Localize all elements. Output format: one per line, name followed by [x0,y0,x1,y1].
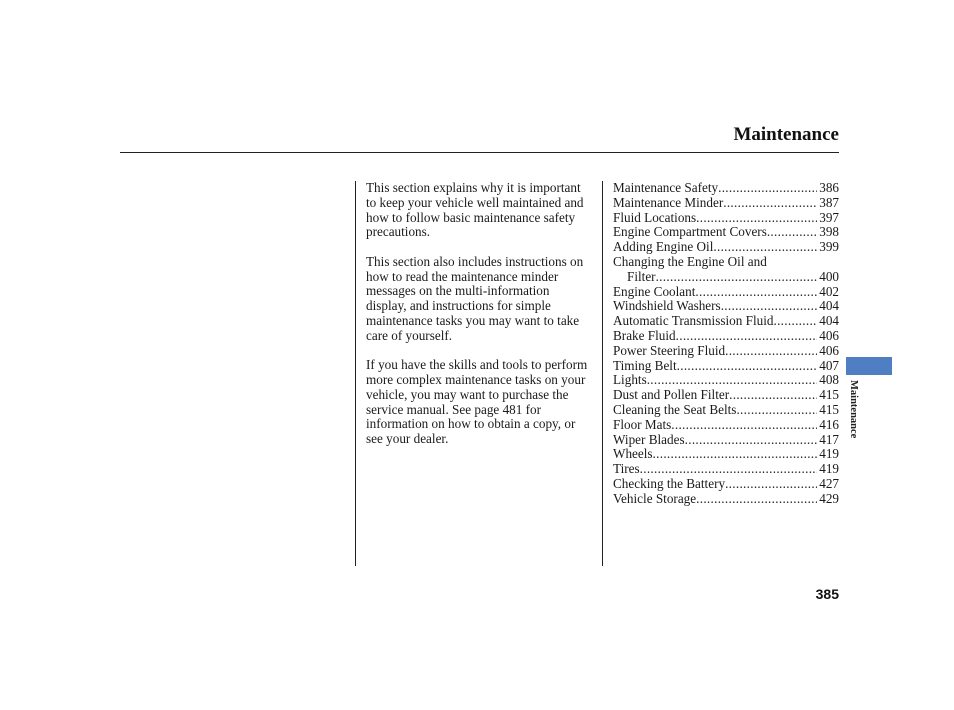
toc-entry-page: 402 [819,283,839,299]
toc-leader-dots [677,359,818,374]
toc-entry-label: Maintenance Minder [613,194,724,210]
toc-leader-dots [640,462,818,477]
intro-paragraph: This section explains why it is important to keep your vehicle well maintained and how to follow basic maintenance safety precautions. [366,180,584,240]
toc-entry-page: 417 [819,431,839,447]
toc-entry-page: 429 [819,490,839,506]
column-divider-right [602,181,603,566]
toc-entry-label: Timing Belt [613,357,677,373]
toc-entry-page: 386 [819,180,839,195]
toc-entry-page: 419 [819,461,839,477]
toc-leader-dots [647,373,818,388]
section-tab-label: Maintenance [848,380,859,439]
toc-entry[interactable] [613,492,839,507]
toc-entry-label: Filter [627,268,656,284]
toc-entry-label: Dust and Pollen Filter [613,387,730,403]
toc-entry-page: 398 [819,224,839,240]
column-divider-left [355,181,356,566]
toc-entry[interactable] [613,329,839,344]
intro-paragraph: If you have the skills and tools to perform more complex maintenance tasks on your vehicle, you may want to purchase the service manual. See page 481 for information on how to obtain a copy, or see your dealer. [366,357,588,447]
toc-leader-dots [773,314,817,329]
toc-entry-page: 387 [819,194,839,210]
toc-leader-dots [676,329,818,344]
toc-entry[interactable] [613,255,839,270]
toc-leader-dots [656,270,818,285]
toc-entry-page: 399 [819,239,839,255]
toc-entry-page: 400 [819,268,839,284]
toc-entry[interactable] [613,418,839,433]
toc-entry-label: Windshield Washers [613,298,721,314]
toc-leader-dots [721,299,818,314]
toc-entry[interactable] [613,462,839,477]
toc-leader-dots [729,388,817,403]
table-of-contents [613,181,839,507]
toc-entry-page: 406 [819,327,839,343]
toc-entry-label: Automatic Transmission Fluid [613,313,774,329]
toc-entry[interactable] [613,299,839,314]
toc-leader-dots [718,181,817,196]
toc-entry-label: Changing the Engine Oil and [613,253,767,269]
toc-entry-label: Checking the Battery [613,475,726,491]
toc-entry-label: Lights [613,372,647,388]
toc-entry-label: Cleaning the Seat Belts [613,401,737,417]
toc-leader-dots [696,211,817,226]
toc-leader-dots [696,492,817,507]
toc-entry[interactable] [613,181,839,196]
toc-entry-page: 404 [819,313,839,329]
toc-entry[interactable] [613,359,839,374]
toc-entry[interactable] [613,344,839,359]
toc-leader-dots [723,196,817,211]
toc-entry-label: Adding Engine Oil [613,239,714,255]
toc-leader-dots [653,447,818,462]
toc-leader-dots [736,403,817,418]
toc-entry[interactable] [613,403,839,418]
toc-leader-dots [671,418,817,433]
toc-entry-page: 406 [819,342,839,358]
toc-leader-dots [725,344,817,359]
toc-entry-label: Power Steering Fluid [613,342,726,358]
toc-entry[interactable] [613,314,839,329]
toc-entry-label: Tires [613,461,640,477]
intro-paragraph: This section also includes instructions on how to read the maintenance minder messages on the multi-information display, and instructions for simple maintenance tasks you may want to take care of yourself. [366,253,584,343]
toc-entry[interactable] [613,211,839,226]
toc-entry[interactable] [613,373,839,388]
toc-entry-label: Wiper Blades [613,431,685,447]
toc-entry[interactable] [613,240,839,255]
toc-entry-page: 397 [819,209,839,225]
toc-entry[interactable] [613,447,839,462]
toc-entry-label: Wheels [613,446,653,462]
section-tab[interactable] [846,357,892,375]
toc-entry-label: Floor Mats [613,416,672,432]
toc-entry-label: Fluid Locations [613,209,697,225]
toc-leader-dots [713,240,817,255]
toc-entry[interactable] [613,388,839,403]
page-number: 385 [815,586,839,602]
toc-entry-page: 415 [819,401,839,417]
toc-leader-dots [767,225,817,240]
toc-entry-page: 404 [819,298,839,314]
toc-entry-page: 407 [819,357,839,373]
toc-entry-label: Brake Fluid [613,327,676,343]
toc-entry-label: Vehicle Storage [613,490,697,506]
toc-entry-page: 416 [819,416,839,432]
toc-entry[interactable] [613,433,839,448]
toc-leader-dots [685,433,818,448]
toc-entry[interactable] [613,196,839,211]
header-divider [120,152,839,153]
toc-entry[interactable] [613,225,839,240]
toc-entry-page: 419 [819,446,839,462]
toc-entry-label: Maintenance Safety [613,180,719,195]
toc-entry-page: 408 [819,372,839,388]
toc-entry[interactable] [613,285,839,300]
toc-entry-page: 415 [819,387,839,403]
toc-entry-continuation[interactable] [613,270,839,285]
intro-text [366,181,592,462]
toc-entry[interactable] [613,477,839,492]
toc-entry-label: Engine Coolant [613,283,696,299]
toc-leader-dots [725,477,817,492]
toc-entry-label: Engine Compartment Covers [613,224,767,240]
toc-entry-page: 427 [819,475,839,491]
toc-leader-dots [695,285,817,300]
page-title: Maintenance [733,124,839,145]
